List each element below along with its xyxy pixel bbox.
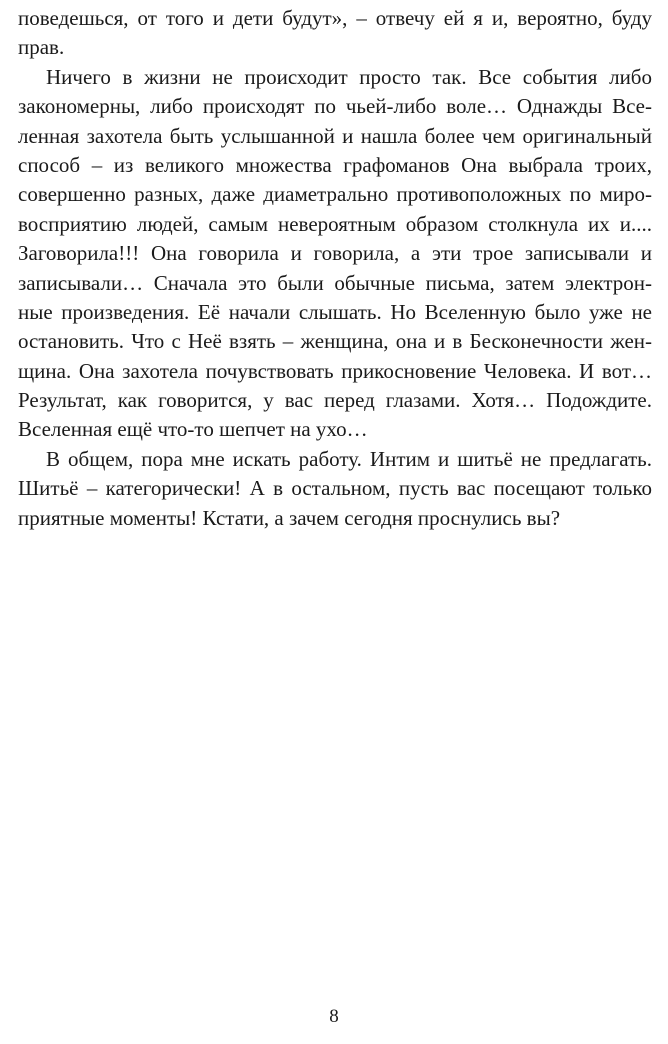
- text-line: Ничего в жизни не происходит просто так. Все события либо: [46, 64, 652, 89]
- body-text: [18, 4, 652, 533]
- text-line: прав.: [18, 35, 65, 60]
- text-line: Заговорила!!! Она говорила и говорила, а эти трое записывали и: [18, 241, 652, 266]
- text-line: Результат, как говорится, у вас перед глазами. Хотя… Подождите.: [18, 388, 652, 413]
- text-line: способ – из великого множества графоманов Она выбрала троих,: [18, 152, 652, 177]
- text-line: восприятию людей, самым невероятным образом столкнула их и....: [18, 211, 652, 236]
- text-line: поведешься, от того и дети будут», – отвечу ей я и, вероятно, буду: [18, 6, 652, 30]
- text-line: записывали… Сначала это были обычные письма, затем электрон-: [18, 270, 652, 295]
- text-line: приятные моменты! Кстати, а зачем сегодня проснулись вы?: [18, 505, 561, 530]
- text-line: В общем, пора мне искать работу. Интим и шитьё не предлагать.: [46, 446, 652, 471]
- text-line: Шитьё – категорически! А в остальном, пусть вас посещают только: [18, 476, 652, 501]
- text-line: щина. Она захотела почувствовать прикосновение Человека. И вот…: [18, 358, 652, 383]
- text-line: остановить. Что с Неё взять – женщина, она и в Бесконечности жен-: [18, 329, 652, 354]
- text-line: закономерны, либо происходят по чьей-либо воле… Однажды Все-: [18, 94, 652, 119]
- text-line: совершенно разных, даже диаметрально противоположных по миро-: [18, 182, 652, 207]
- text-line: ные произведения. Её начали слышать. Но Вселенную было уже не: [18, 299, 652, 324]
- text-line: Вселенная ещё что-то шепчет на ухо…: [18, 417, 368, 442]
- page-number: 8: [329, 1006, 339, 1027]
- text-line: ленная захотела быть услышанной и нашла более чем оригинальный: [18, 123, 652, 148]
